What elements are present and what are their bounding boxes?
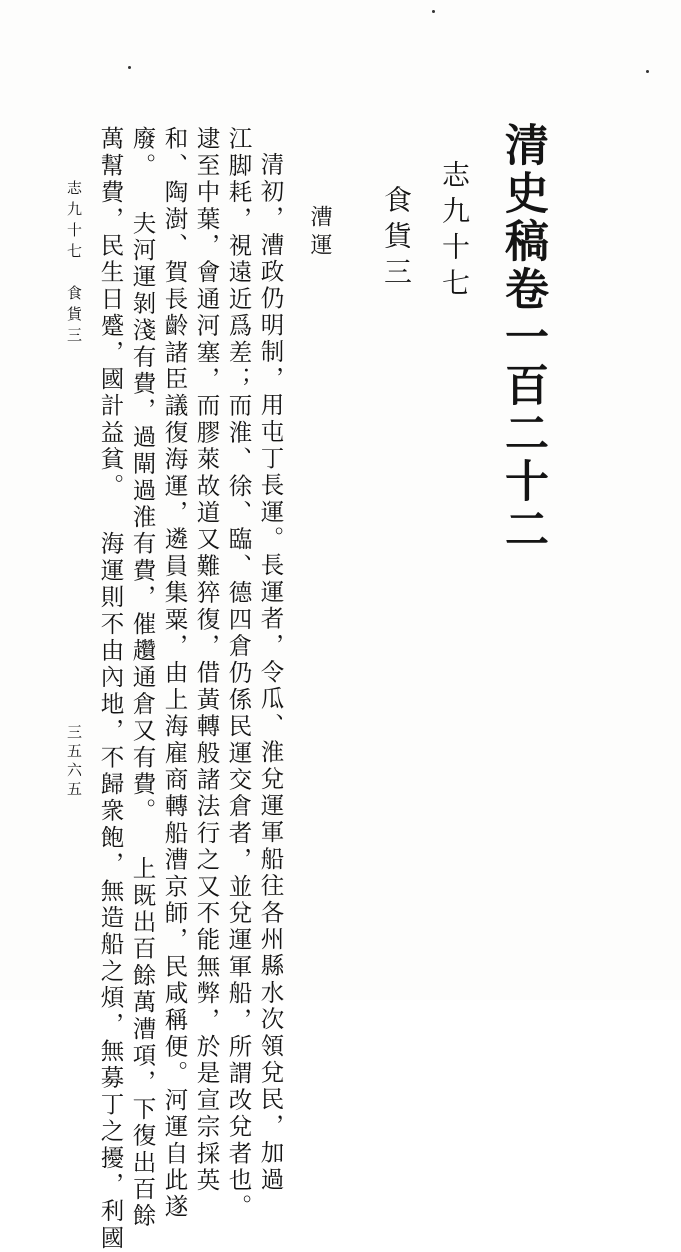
scan-speck (128, 66, 131, 69)
scan-speck (646, 70, 649, 73)
running-footer: 志九十七 食貨三 (65, 180, 83, 348)
book-title: 清史稿卷一百二十二 (497, 122, 548, 554)
treatise-label: 志九十七 (438, 160, 471, 304)
body-text-column: 和、陶澍、賀長齡諸臣議復海運，遴員集粟，由上海雇商轉船漕京師，民咸稱便。河運自此遂 (160, 126, 189, 1221)
body-text-column: 清初，漕政仍明制，用屯丁長運。長運者，令瓜、淮兌運軍船往各州縣水次領兌民，加過 (256, 152, 285, 1194)
body-text-column: 廢。 夫河運剝淺有費，過閘過淮有費，催趲通倉又有費。 上既出百餘萬漕項，下復出百餘 (128, 126, 157, 1230)
body-text-column: 逮至中葉，會通河塞，而膠萊故道又難猝復，借黃轉般諸法行之又不能無弊，於是宣宗採英 (192, 126, 221, 1194)
subsection-label: 漕運 (307, 205, 332, 261)
body-text-column: 萬幫費，民生日蹙，國計益貧。 海運則不由內地，不歸衆飽，無造船之煩，無募丁之擾，利國 (96, 126, 125, 1252)
page-number: 三五六五 (65, 724, 83, 800)
body-text-column: 江脚耗，視遠近爲差；而淮、徐、臨、德四倉仍係民運交倉者，並兌運軍船，所謂改兌者也。 (224, 126, 253, 1221)
section-label: 食貨三 (380, 185, 413, 293)
scan-speck (432, 10, 435, 13)
